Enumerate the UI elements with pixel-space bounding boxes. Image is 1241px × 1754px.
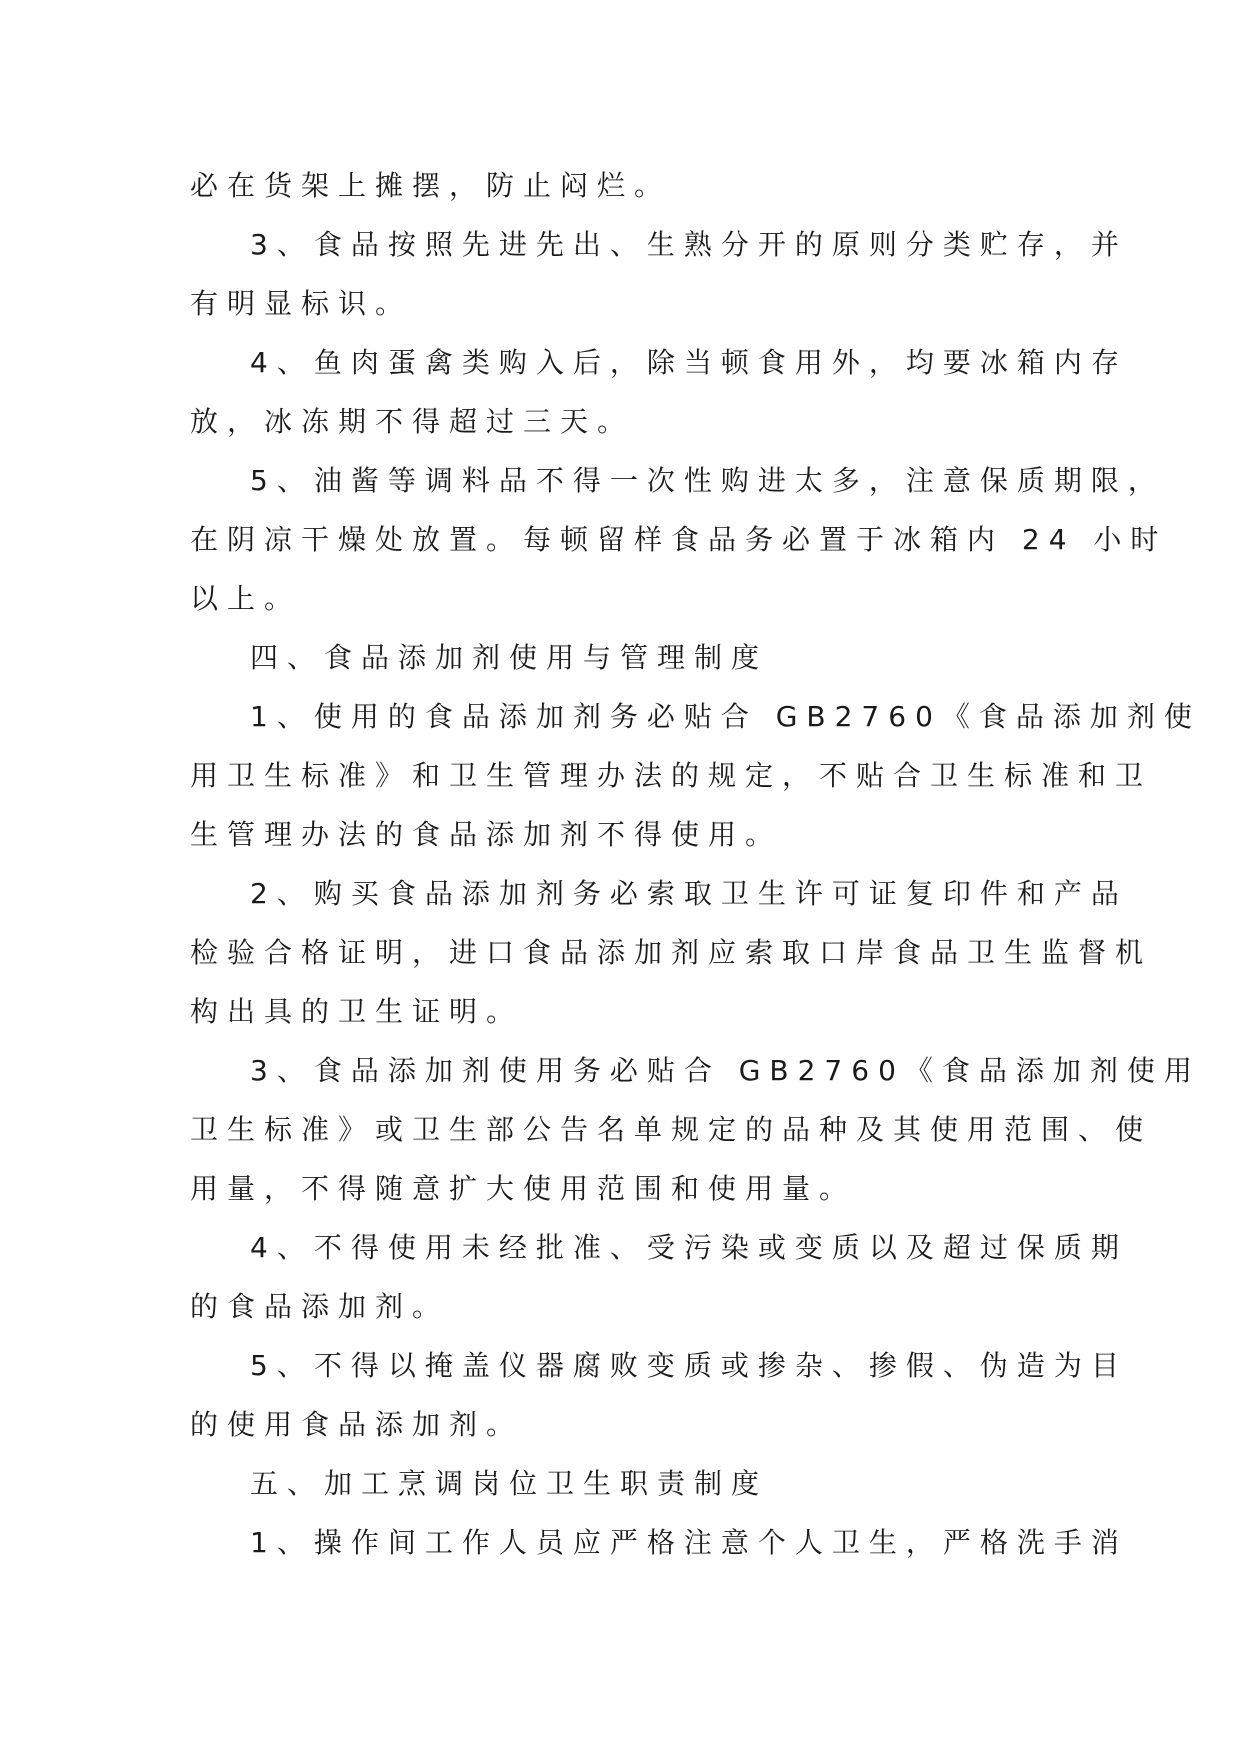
text-line: 3、食品添加剂使用务必贴合 GB2760《食品添加剂使用: [250, 1054, 1201, 1087]
text-line: 用卫生标准》和卫生管理办法的规定，不贴合卫生标准和卫: [190, 759, 1153, 792]
text-line: 3、食品按照先进先出、生熟分开的原则分类贮存，并: [250, 228, 1128, 261]
text-line: 检验合格证明，进口食品添加剂应索取口岸食品卫生监督机: [190, 936, 1153, 969]
text-line: 1、使用的食品添加剂务必贴合 GB2760《食品添加剂使: [250, 700, 1201, 733]
text-line: 放，冰冻期不得超过三天。: [190, 405, 635, 438]
text-line: 4、鱼肉蛋禽类购入后，除当顿食用外，均要冰箱内存: [250, 346, 1128, 379]
text-line: 用量，不得随意扩大使用范围和使用量。: [190, 1172, 857, 1205]
text-line: 有明显标识。: [190, 287, 413, 320]
text-line: 卫生标准》或卫生部公告名单规定的品种及其使用范围、使: [190, 1113, 1153, 1146]
text-line: 2、购买食品添加剂务必索取卫生许可证复印件和产品: [250, 877, 1128, 910]
text-line: 5、不得以掩盖仪器腐败变质或掺杂、掺假、伪造为目: [250, 1349, 1128, 1382]
text-line: 构出具的卫生证明。: [190, 995, 524, 1028]
text-line: 5、油酱等调料品不得一次性购进太多，注意保质期限，: [250, 464, 1165, 497]
text-line: 以上。: [190, 582, 302, 615]
text-line: 必在货架上摊摆，防止闷烂。: [190, 169, 672, 202]
section-heading: 四、食品添加剂使用与管理制度: [250, 641, 769, 674]
text-line: 的食品添加剂。: [190, 1290, 450, 1323]
section-heading: 五、加工烹调岗位卫生职责制度: [250, 1467, 769, 1500]
text-line: 在阴凉干燥处放置。每顿留样食品务必置于冰箱内 24 小时: [190, 523, 1168, 556]
text-line: 1、操作间工作人员应严格注意个人卫生，严格洗手消: [250, 1526, 1128, 1559]
text-line: 生管理办法的食品添加剂不得使用。: [190, 818, 783, 851]
text-line: 4、不得使用未经批准、受污染或变质以及超过保质期: [250, 1231, 1128, 1264]
text-line: 的使用食品添加剂。: [190, 1408, 524, 1441]
